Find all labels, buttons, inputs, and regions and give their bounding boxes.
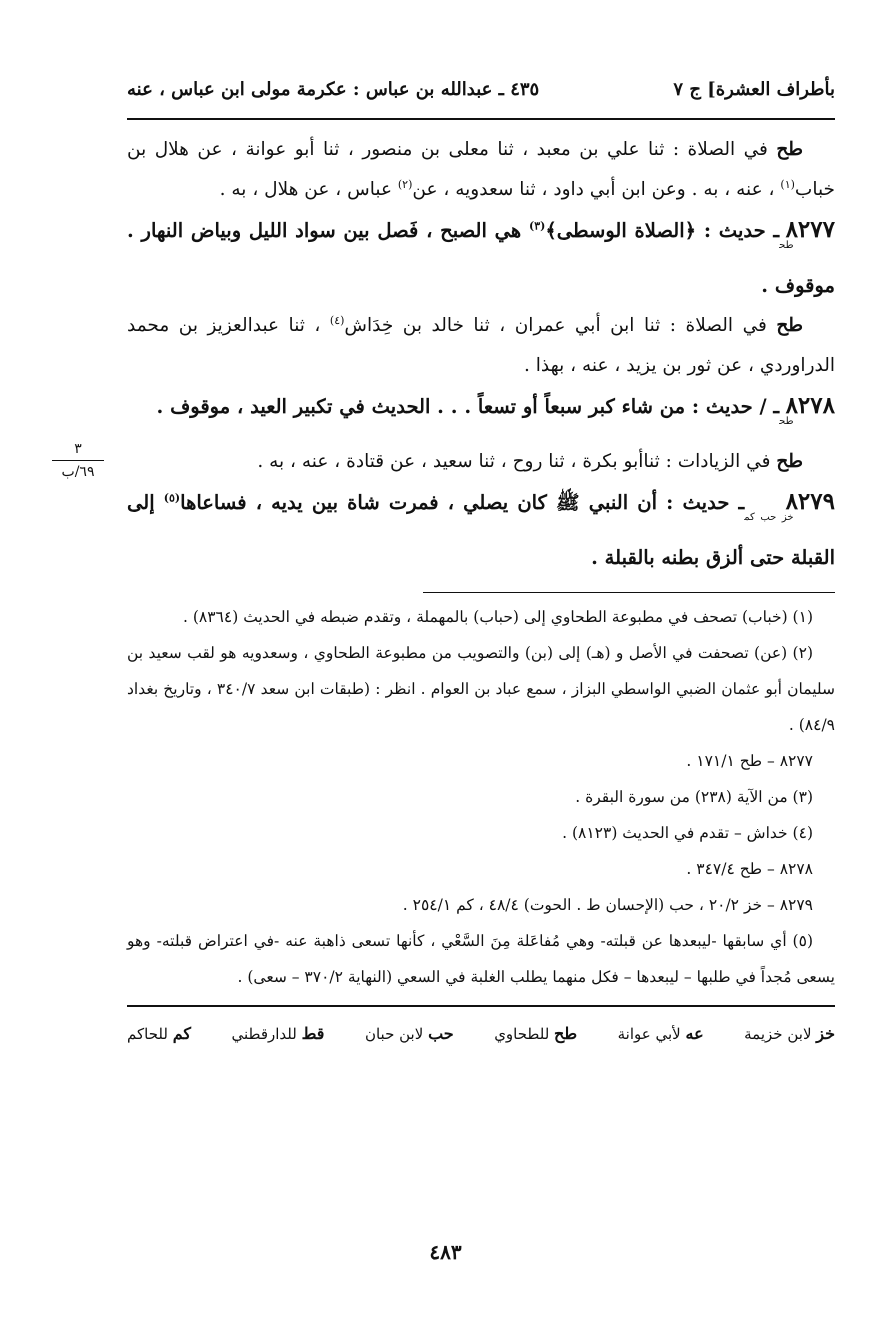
footnote-ref[interactable]: (٣)	[528, 219, 546, 233]
abbreviation-item: خز لابن خزيمة	[744, 1024, 835, 1043]
header-chapter-title: ٤٣٥ ـ عبدالله بن عباس : عكرمة مولى ابن عباس ، عنه	[127, 79, 540, 100]
abbreviation-item: عه لأبي عوانة	[617, 1024, 704, 1043]
abbreviations-key	[127, 1007, 835, 1049]
page-number: ٤٨٣	[429, 1240, 462, 1264]
hadith-number: ٨٢٧٨	[785, 392, 835, 419]
footnote-ref[interactable]: (٥)	[163, 491, 181, 505]
footnote-4: (٤) خداش – تقدم في الحديث (٨١٢٣) .	[562, 824, 813, 842]
isnad-text: ، عنه ، به . وعن ابن أبي داود ، ثنا سعدويه ، عن	[412, 179, 781, 200]
hadith-text: ـ حديث : أن النبي ﷺ كان يصلي ، فمرت شاة بين يديه ، فساعاها	[180, 491, 745, 514]
hadith-entry	[127, 482, 835, 578]
folio-page: ٦٩/ب	[61, 464, 95, 480]
book-page	[127, 70, 835, 1049]
hadith-text: إلى القبلة حتى ألزق بطنه بالقبلة .	[127, 491, 835, 569]
source-sigla: خز حب كم	[744, 512, 794, 523]
hadith-entry	[127, 386, 835, 442]
hadith-text: هي الصبح ، فَصل بين سواد الليل وبياض النهار . موقوف .	[127, 219, 835, 297]
running-header	[127, 70, 835, 110]
source-reference: ٨٢٧٧ – طح ١٧١/١ .	[686, 752, 813, 770]
manuscript-folio-note	[52, 440, 104, 481]
isnad-text: عباس ، عن هلال ، به .	[219, 179, 398, 200]
hadith-number: ٨٢٧٧	[785, 216, 835, 243]
source-sigla: طح	[779, 416, 794, 427]
hadith-entry	[127, 210, 835, 306]
source-reference: ٨٢٧٨ – طح ٣٤٧/٤ .	[686, 860, 813, 878]
footnote-5: (٥) أي سابقها -ليبعدها عن قبلته- وهي مُفاعَلة مِنَ السَّعْي ، كأنها تسعى ذاهبة عنه -في اعتراض قبلته- وهو يسعى مُجداً في طلبها – ليبعدها – فكل منهما يطلب الغلبة في السعي (النهاية ٣٧٠/٢ – سعى) .	[127, 932, 835, 986]
footnote-ref[interactable]: (٤)	[329, 313, 345, 327]
source-siglum: طح	[776, 451, 803, 472]
main-text	[127, 130, 835, 578]
footnote-3: (٣) من الآية (٢٣٨) من سورة البقرة .	[575, 788, 813, 806]
header-volume-title: بأطراف العشرة] ج ٧	[673, 79, 835, 100]
abbreviation-item: قط للدارقطني	[231, 1024, 325, 1043]
footnote-ref[interactable]: (٢)	[397, 177, 413, 191]
hadith-text: ـ حديث : ﴿الصلاة الوسطى﴾	[545, 219, 780, 242]
abbreviation-item: كم للحاكم	[127, 1024, 191, 1043]
isnad-paragraph	[127, 306, 835, 386]
abbreviation-item: حب لابن حبان	[364, 1024, 454, 1043]
isnad-text: في الصلاة : ثنا ابن أبي عمران ، ثنا خالد بن خِدَاش	[344, 315, 777, 336]
source-sigla: طح	[779, 240, 794, 251]
footnote-2: (٢) (عن) تصحفت في الأصل و (هـ) إلى (بن) والتصويب من مطبوعة الطحاوي ، وسعدويه هو لقب سعيد بن سليمان أبو عثمان الضبي الواسطي البزاز ، سمع عباد بن العوام . انظر : (طبقات ابن سعد ٣٤٠/٧ ، وتاريخ بغداد ٨٤/٩) .	[127, 644, 835, 734]
source-reference: ٨٢٧٩ – خز ٢٠/٢ ، حب (الإحسان ط . الحوت) ٤٨/٤ ، كم ٢٥٤/١ .	[402, 896, 813, 914]
hadith-number: ٨٢٧٩	[785, 488, 835, 515]
source-siglum: طح	[776, 139, 803, 160]
isnad-paragraph	[127, 442, 835, 482]
footnotes	[127, 599, 835, 995]
abbreviation-item: طح للطحاوي	[494, 1024, 578, 1043]
hadith-text: ـ / حديث : من شاء كبر سبعاً أو تسعاً . . . الحديث في تكبير العيد ، موقوف .	[156, 395, 780, 418]
isnad-text: في الصلاة : ثنا علي بن معبد ، ثنا معلى بن منصور ، ثنا أبو عوانة ، عن هلال بن خباب	[127, 139, 835, 200]
isnad-text: في الزيادات : ثناأبو بكرة ، ثنا روح ، ثنا سعيد ، عن قتادة ، عنه ، به .	[257, 451, 777, 472]
isnad-text: ، ثنا عبدالعزيز بن محمد الدراوردي ، عن ثور بن يزيد ، عنه ، بهذا .	[127, 315, 835, 376]
footnote-1: (١) (خباب) تصحف في مطبوعة الطحاوي إلى (حباب) بالمهملة ، وتقدم ضبطه في الحديث (٨٣٦٤) .	[183, 608, 813, 626]
folio-number: ٣	[52, 440, 104, 461]
header-rule	[127, 118, 835, 120]
source-siglum: طح	[776, 315, 803, 336]
footnote-ref[interactable]: (١)	[780, 177, 795, 191]
isnad-paragraph	[127, 130, 835, 210]
footnote-rule	[423, 592, 835, 593]
